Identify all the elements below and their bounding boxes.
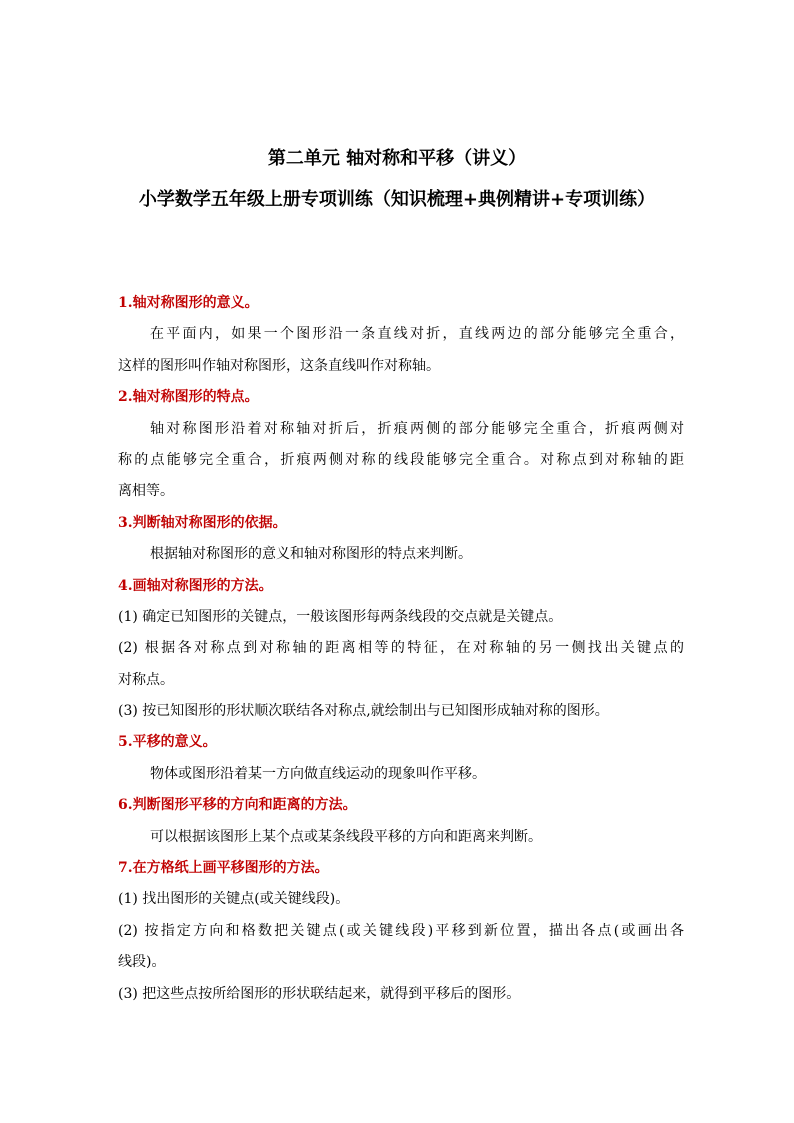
section-heading-drawing-method: 4.画轴对称图形的方法。 xyxy=(118,577,273,594)
paragraph-line: 离相等。 xyxy=(118,483,174,500)
section-heading-judging-basis: 3.判断轴对称图形的依据。 xyxy=(118,514,287,531)
list-item: (2) 按指定方向和格数把关键点(或关键线段)平移到新位置，描出各点(或画出各 xyxy=(118,922,684,939)
paragraph-line: 物体或图形沿着某一方向做直线运动的现象叫作平移。 xyxy=(150,765,486,782)
paragraph-line: 轴对称图形沿着对称轴对折后，折痕两侧的部分能够完全重合，折痕两侧对 xyxy=(150,420,684,437)
paragraph-line: 这样的图形叫作轴对称图形，这条直线叫作对称轴。 xyxy=(118,357,440,374)
section-heading-axis-symmetry-features: 2.轴对称图形的特点。 xyxy=(118,389,259,406)
list-item-continuation: 对称点。 xyxy=(118,671,174,688)
section-heading-axis-symmetry-meaning: 1.轴对称图形的意义。 xyxy=(118,295,259,311)
list-item: (2) 根据各对称点到对称轴的距离相等的特征，在对称轴的另一侧找出关键点的 xyxy=(118,640,684,657)
section-heading-translation-meaning: 5.平移的意义。 xyxy=(118,734,217,751)
list-item: (3) 按已知图形的形状顺次联结各对称点,就绘制出与已知图形成轴对称的图形。 xyxy=(118,703,609,720)
document-title: 第二单元 轴对称和平移（讲义） xyxy=(267,148,527,169)
paragraph-line: 在平面内，如果一个图形沿一条直线对折，直线两边的部分能够完全重合， xyxy=(150,326,684,343)
section-heading-grid-translation: 7.在方格纸上画平移图形的方法。 xyxy=(118,860,329,877)
paragraph-line: 可以根据该图形上某个点或某条线段平移的方向和距离来判断。 xyxy=(150,828,542,845)
list-item-continuation: 线段)。 xyxy=(118,954,166,971)
document-body xyxy=(118,288,684,1010)
paragraph-line: 根据轴对称图形的意义和轴对称图形的特点来判断。 xyxy=(150,546,472,563)
section-heading-translation-direction: 6.判断图形平移的方向和距离的方法。 xyxy=(118,797,357,814)
list-item: (1) 确定已知图形的关键点，一般该图形每两条线段的交点就是关键点。 xyxy=(118,608,563,625)
paragraph-line: 称的点能够完全重合，折痕两侧对称的线段能够完全重合。对称点到对称轴的距 xyxy=(118,451,684,468)
document-subtitle: 小学数学五年级上册专项训练（知识梳理+典例精讲+专项训练） xyxy=(138,189,656,210)
list-item: (3) 把这些点按所给图形的形状联结起来，就得到平移后的图形。 xyxy=(118,985,521,1002)
list-item: (1) 找出图形的关键点(或关键线段)。 xyxy=(118,891,350,908)
